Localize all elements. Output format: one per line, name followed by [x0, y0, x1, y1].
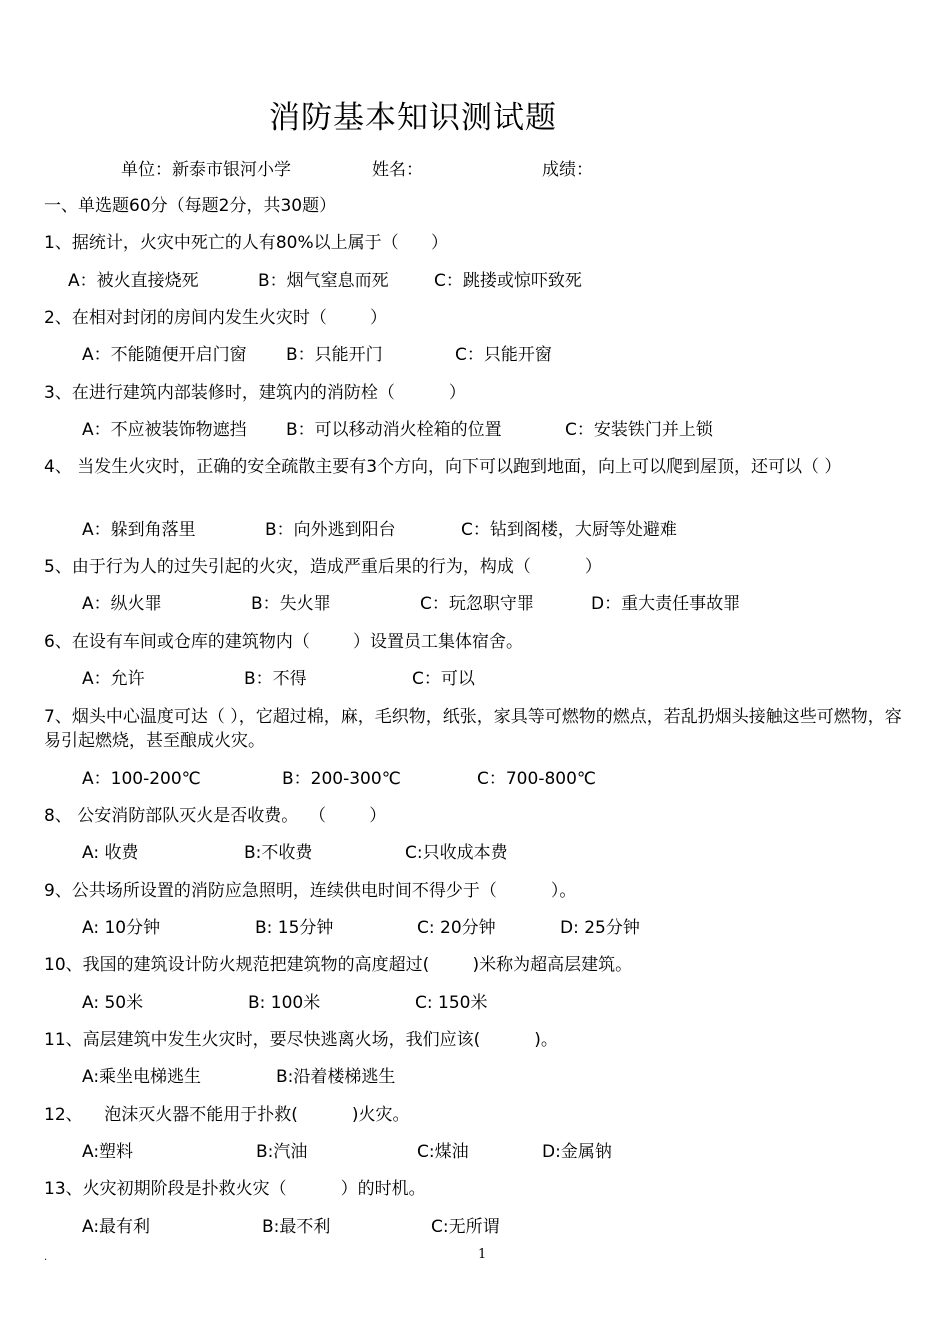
q9-option-b: B: 15分钟	[255, 918, 334, 938]
question-9: 9、公共场所设置的消防应急照明，连续供电时间不得少于（ ）。	[44, 881, 577, 901]
q8-option-a: A: 收费	[82, 843, 139, 863]
question-8: 8、 公安消防部队灭火是否收费。 （ ）	[44, 806, 387, 826]
question-7: 7、烟头中心温度可达（ ），它超过棉，麻，毛织物，纸张，家具等可燃物的燃点，若乱扔烟头接触这些可燃物，容易引起燃烧，甚至酿成火灾。	[44, 707, 902, 751]
q3-option-b: B：可以移动消火栓箱的位置	[286, 420, 502, 440]
q8-option-b: B:不收费	[244, 843, 313, 863]
question-5: 5、由于行为人的过失引起的火灾，造成严重后果的行为，构成（ ）	[44, 557, 602, 577]
q8-option-c: C:只收成本费	[405, 843, 508, 863]
q1-option-b: B：烟气窒息而死	[258, 271, 389, 291]
q5-option-a: A：纵火罪	[82, 594, 162, 614]
question-2: 2、在相对封闭的房间内发生火灾时（ ）	[44, 308, 388, 328]
q6-option-a: A：允许	[82, 669, 145, 689]
q11-option-b: B:沿着楼梯逃生	[276, 1067, 396, 1087]
q10-option-c: C: 150米	[415, 993, 488, 1013]
score-field: 成绩：	[542, 160, 593, 180]
q1-option-a: A：被火直接烧死	[68, 271, 199, 291]
q2-option-b: B：只能开门	[286, 345, 383, 365]
q9-option-a: A: 10分钟	[82, 918, 161, 938]
q10-option-b: B: 100米	[248, 993, 321, 1013]
q12-option-b: B:汽油	[256, 1142, 308, 1162]
q2-option-a: A：不能随便开启门窗	[82, 345, 247, 365]
q7-option-b: B：200-300℃	[282, 769, 401, 789]
q6-option-b: B：不得	[244, 669, 307, 689]
q13-option-c: C:无所谓	[431, 1217, 500, 1237]
q5-option-c: C：玩忽职守罪	[420, 594, 534, 614]
name-field: 姓名：	[372, 160, 423, 180]
q3-option-c: C：安装铁门并上锁	[565, 420, 713, 440]
q13-option-b: B:最不利	[262, 1217, 331, 1237]
q11-option-a: A:乘坐电梯逃生	[82, 1067, 202, 1087]
question-10: 10、我国的建筑设计防火规范把建筑物的高度超过( )米称为超高层建筑。	[44, 955, 633, 975]
page-number: 1	[478, 1247, 487, 1262]
q9-option-d: D: 25分钟	[560, 918, 640, 938]
question-3: 3、在进行建筑内部装修时，建筑内的消防栓（ ）	[44, 383, 466, 403]
q5-option-d: D：重大责任事故罪	[591, 594, 741, 614]
q9-option-c: C: 20分钟	[417, 918, 496, 938]
q2-option-c: C：只能开窗	[455, 345, 552, 365]
q3-option-a: A：不应被装饰物遮挡	[82, 420, 247, 440]
q7-option-a: A：100-200℃	[82, 769, 201, 789]
q4-option-c: C：钻到阁楼，大厨等处避难	[461, 520, 677, 540]
q10-option-a: A: 50米	[82, 993, 144, 1013]
unit-field: 单位：新泰市银河小学	[121, 160, 291, 180]
q12-option-d: D:金属钠	[542, 1142, 612, 1162]
question-6: 6、在设有车间或仓库的建筑物内（ ）设置员工集体宿舍。	[44, 632, 524, 652]
q4-option-b: B：向外逃到阳台	[265, 520, 396, 540]
q5-option-b: B：失火罪	[251, 594, 331, 614]
q12-option-c: C:煤油	[417, 1142, 469, 1162]
q13-option-a: A:最有利	[82, 1217, 151, 1237]
q7-option-c: C：700-800℃	[477, 769, 596, 789]
section-heading: 一、单选题60分（每题2分，共30题）	[44, 196, 337, 216]
page-title: 消防基本知识测试题	[269, 100, 557, 136]
question-1: 1、据统计，火灾中死亡的人有80%以上属于（ ）	[44, 233, 449, 253]
question-13: 13、火灾初期阶段是扑救火灾（ ）的时机。	[44, 1179, 426, 1199]
q4-option-a: A：躲到角落里	[82, 520, 196, 540]
question-11: 11、高层建筑中发生火灾时，要尽快逃离火场，我们应该( )。	[44, 1030, 558, 1050]
q12-option-a: A:塑料	[82, 1142, 134, 1162]
question-12: 12、 泡沫灭火器不能用于扑救( )火灾。	[44, 1105, 410, 1125]
q6-option-c: C：可以	[412, 669, 475, 689]
footer-dot: .	[44, 1252, 48, 1263]
q1-option-c: C：跳搂或惊吓致死	[434, 271, 582, 291]
question-4: 4、 当发生火灾时，正确的安全疏散主要有3个方向，向下可以跑到地面，向上可以爬到屋顶，还可以（ ）	[44, 457, 842, 477]
